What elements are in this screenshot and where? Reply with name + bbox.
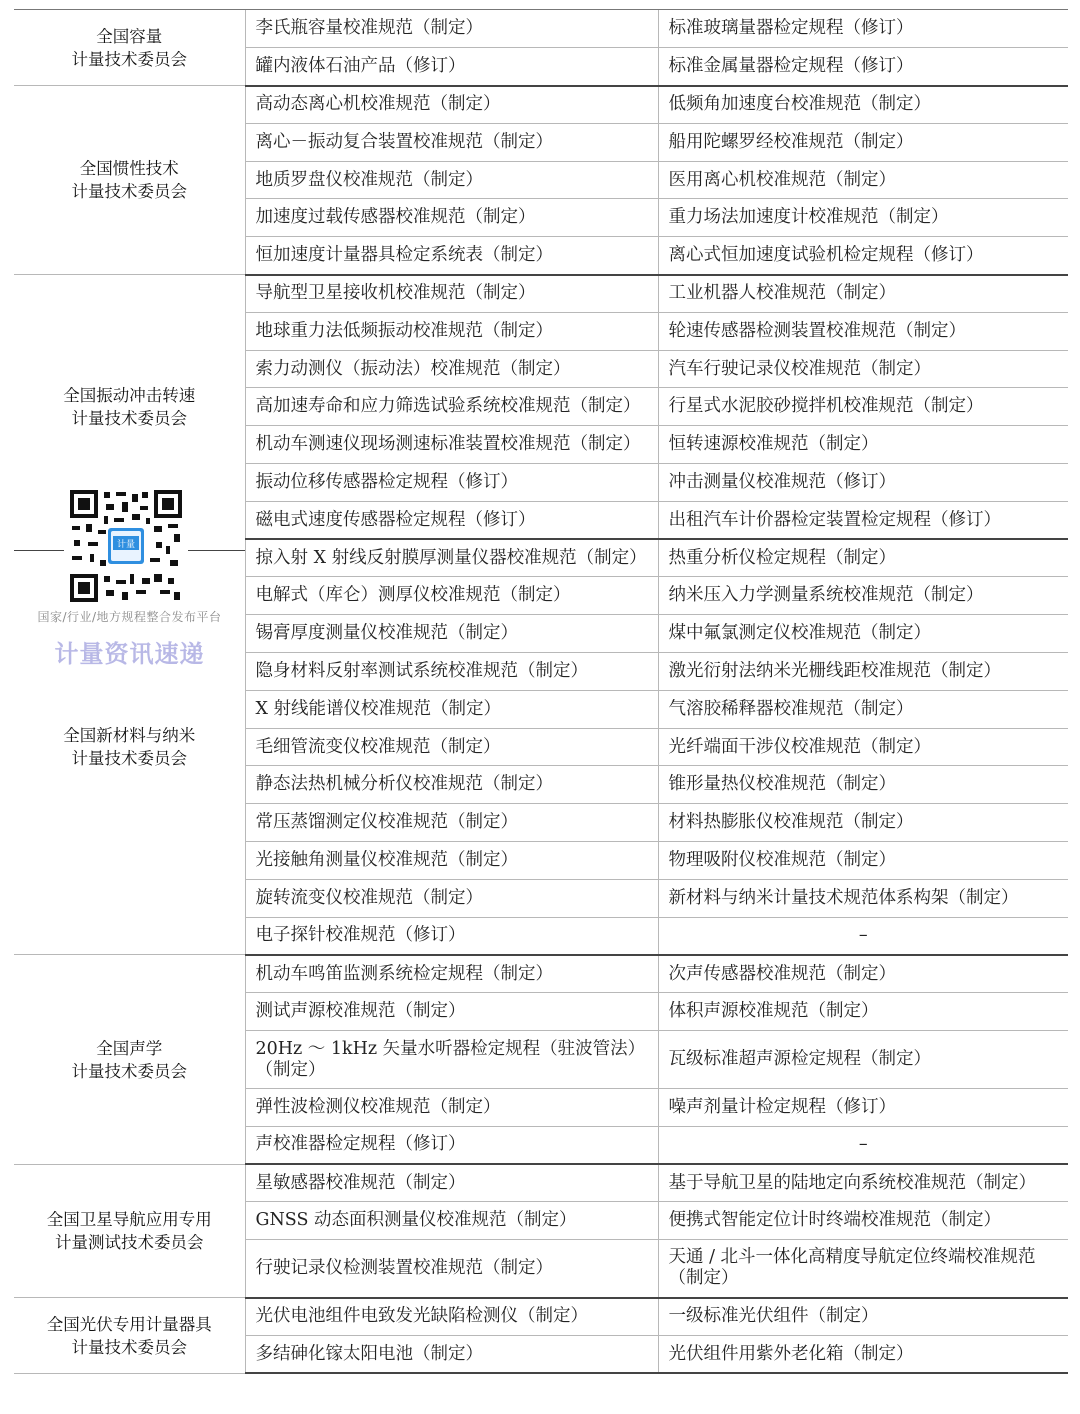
watermark-left-rule xyxy=(14,550,64,551)
standard-item-left: 地球重力法低频振动校准规范（制定） xyxy=(245,312,658,350)
standard-item-right: 船用陀螺罗经校准规范（制定） xyxy=(658,123,1068,161)
standard-item-right: 离心式恒加速度试验机检定规程（修订） xyxy=(658,237,1068,275)
standard-item-left: GNSS 动态面积测量仪校准规范（制定） xyxy=(245,1202,658,1240)
committee-name: 全国光伏专用计量器具 计量技术委员会 xyxy=(14,1298,245,1374)
standard-item-left: 振动位移传感器检定规程（修订） xyxy=(245,464,658,502)
standard-item-right: 便携式智能定位计时终端校准规范（制定） xyxy=(658,1202,1068,1240)
standard-item-left: 测试声源校准规范（制定） xyxy=(245,993,658,1031)
standard-item-right: 气溶胶稀释器校准规范（制定） xyxy=(658,690,1068,728)
standard-item-right: 恒转速源校准规范（制定） xyxy=(658,426,1068,464)
standard-item-right: 医用离心机校准规范（制定） xyxy=(658,161,1068,199)
standard-item-left: 索力动测仪（振动法）校准规范（制定） xyxy=(245,350,658,388)
qr-badge-text: 计量 xyxy=(116,540,136,550)
standard-item-right: 低频角加速度台校准规范（制定） xyxy=(658,86,1068,124)
standard-item-right: 重力场法加速度计校准规范（制定） xyxy=(658,199,1068,237)
standard-item-right: 激光衍射法纳米光栅线距校准规范（制定） xyxy=(658,653,1068,691)
standard-item-left: 机动车测速仪现场测速标准装置校准规范（制定） xyxy=(245,426,658,464)
standard-item-left: 隐身材料反射率测试系统校准规范（制定） xyxy=(245,653,658,691)
standard-item-right: 天通 / 北斗一体化高精度导航定位终端校准规范（制定） xyxy=(658,1240,1068,1298)
standard-item-left: 20Hz ～ 1kHz 矢量水听器检定规程（驻波管法）（制定） xyxy=(245,1031,658,1089)
standard-item-left: 锡膏厚度测量仪校准规范（制定） xyxy=(245,615,658,653)
standard-item-left: 地质罗盘仪校准规范（制定） xyxy=(245,161,658,199)
standard-item-left: 声校准器检定规程（修订） xyxy=(245,1126,658,1164)
standard-item-right: 冲击测量仪校准规范（修订） xyxy=(658,464,1068,502)
standard-item-right: 轮速传感器检测装置校准规范（制定） xyxy=(658,312,1068,350)
watermark-caption: 国家/行业/地方规程整合发布平台 xyxy=(37,610,222,624)
standard-item-right: 热重分析仪检定规程（制定） xyxy=(658,539,1068,577)
standard-item-left: 星敏感器校准规范（制定） xyxy=(245,1164,658,1202)
standard-item-left: 电子探针校准规范（修订） xyxy=(245,917,658,955)
standard-item-left: 掠入射 X 射线反射膜厚测量仪器校准规范（制定） xyxy=(245,539,658,577)
standard-item-left: 光接触角测量仪校准规范（制定） xyxy=(245,842,658,880)
qr-code-icon xyxy=(70,490,182,602)
standard-item-right: 一级标准光伏组件（制定） xyxy=(658,1298,1068,1336)
standard-item-left: 恒加速度计量器具检定系统表（制定） xyxy=(245,237,658,275)
committee-name: 全国卫星导航应用专用 计量测试技术委员会 xyxy=(14,1164,245,1298)
standard-item-right: 噪声剂量计检定规程（修订） xyxy=(658,1089,1068,1127)
standard-item-right: 新材料与纳米计量技术规范体系构架（制定） xyxy=(658,879,1068,917)
standard-item-right: 体积声源校准规范（制定） xyxy=(658,993,1068,1031)
standard-item-right: 汽车行驶记录仪校准规范（制定） xyxy=(658,350,1068,388)
standard-item-right: 光纤端面干涉仪校准规范（制定） xyxy=(658,728,1068,766)
table-row xyxy=(14,955,1068,993)
standard-item-right: – xyxy=(658,917,1068,955)
standard-item-right: 材料热膨胀仪校准规范（制定） xyxy=(658,804,1068,842)
standard-item-right: 次声传感器校准规范（制定） xyxy=(658,955,1068,993)
standard-item-left: 电解式（库仑）测厚仪校准规范（制定） xyxy=(245,577,658,615)
standard-item-left: 静态法热机械分析仪校准规范（制定） xyxy=(245,766,658,804)
committee-name: 全国新材料与纳米 计量技术委员会 xyxy=(14,539,245,955)
standard-item-right: 基于导航卫星的陆地定向系统校准规范（制定） xyxy=(658,1164,1068,1202)
standard-item-right: 标准金属量器检定规程（修订） xyxy=(658,48,1068,86)
standard-item-left: 机动车鸣笛监测系统检定规程（制定） xyxy=(245,955,658,993)
table-row xyxy=(14,1164,1068,1202)
table-row xyxy=(14,10,1068,48)
committee-name: 全国容量 计量技术委员会 xyxy=(14,10,245,86)
standard-item-left: 加速度过载传感器校准规范（制定） xyxy=(245,199,658,237)
standard-item-left: 导航型卫星接收机校准规范（制定） xyxy=(245,275,658,313)
standard-item-right: 工业机器人校准规范（制定） xyxy=(658,275,1068,313)
standard-item-left: 毛细管流变仪校准规范（制定） xyxy=(245,728,658,766)
standards-table-container xyxy=(14,10,1068,1374)
standard-item-right: 出租汽车计价器检定装置检定规程（修订） xyxy=(658,501,1068,539)
standards-table xyxy=(14,10,1068,1374)
standard-item-right: 物理吸附仪校准规范（制定） xyxy=(658,842,1068,880)
committee-name: 全国惯性技术 计量技术委员会 xyxy=(14,86,245,275)
standard-item-left: 离心－振动复合装置校准规范（制定） xyxy=(245,123,658,161)
standard-item-left: 罐内液体石油产品（修订） xyxy=(245,48,658,86)
table-row xyxy=(14,275,1068,313)
table-row xyxy=(14,1298,1068,1336)
standard-item-left: 光伏电池组件电致发光缺陷检测仪（制定） xyxy=(245,1298,658,1336)
standard-item-left: 旋转流变仪校准规范（制定） xyxy=(245,879,658,917)
watermark-right-rule xyxy=(188,550,245,551)
standard-item-right: 光伏组件用紫外老化箱（制定） xyxy=(658,1336,1068,1374)
watermark-brand: 计量资讯速递 xyxy=(54,640,205,668)
standard-item-left: 高动态离心机校准规范（制定） xyxy=(245,86,658,124)
table-row xyxy=(14,86,1068,124)
standard-item-right: 煤中氟氯测定仪校准规范（制定） xyxy=(658,615,1068,653)
committee-name: 全国声学 计量技术委员会 xyxy=(14,955,245,1164)
standard-item-right: – xyxy=(658,1126,1068,1164)
standard-item-left: 弹性波检测仪校准规范（制定） xyxy=(245,1089,658,1127)
standard-item-left: 行驶记录仪检测装置校准规范（制定） xyxy=(245,1240,658,1298)
standard-item-right: 锥形量热仪校准规范（制定） xyxy=(658,766,1068,804)
standard-item-left: 李氏瓶容量校准规范（制定） xyxy=(245,10,658,48)
committee-name: 全国振动冲击转速 计量技术委员会 xyxy=(14,275,245,540)
standard-item-left: 高加速寿命和应力筛选试验系统校准规范（制定） xyxy=(245,388,658,426)
standard-item-right: 瓦级标准超声源检定规程（制定） xyxy=(658,1031,1068,1089)
standard-item-right: 标准玻璃量器检定规程（修订） xyxy=(658,10,1068,48)
standard-item-left: 多结砷化镓太阳电池（制定） xyxy=(245,1336,658,1374)
standard-item-left: 磁电式速度传感器检定规程（修订） xyxy=(245,501,658,539)
standard-item-right: 行星式水泥胶砂搅拌机校准规范（制定） xyxy=(658,388,1068,426)
standards-table-body xyxy=(14,10,1068,1373)
standard-item-right: 纳米压入力学测量系统校准规范（制定） xyxy=(658,577,1068,615)
standard-item-left: 常压蒸馏测定仪校准规范（制定） xyxy=(245,804,658,842)
watermark xyxy=(14,482,245,672)
standard-item-left: X 射线能谱仪校准规范（制定） xyxy=(245,690,658,728)
